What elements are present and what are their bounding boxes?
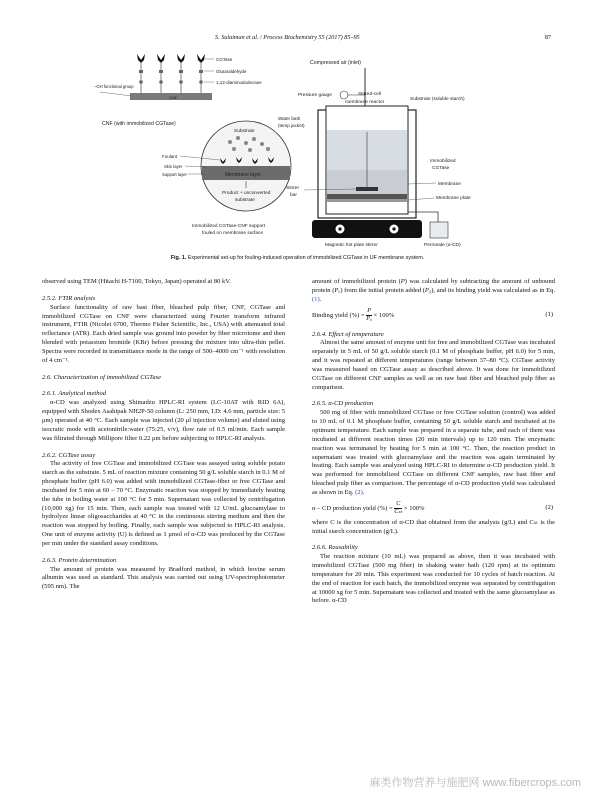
figure-caption: [0, 255, 595, 261]
paragraph-tem: observed using TEM (Hitachi H-7100, Tokyo, Japan) operated at 80 kV.: [42, 278, 231, 285]
equation-1: Binding yield (%) = $\frac{P}{\text{P₀}}$ × 100% (1): [312, 307, 553, 322]
journal-citation: S. Sulaiman et al. / Process Biochemistry 55 (2017) 85–95: [215, 34, 360, 41]
figure-1-diagram: [40, 50, 550, 250]
right-column: [312, 278, 555, 606]
eq1-link[interactable]: (1): [312, 295, 320, 303]
label-stirred-cell-1: Stirred-cell: [358, 92, 381, 97]
paragraph-ftir: Surface functionality of raw bast fiber, bleached pulp fiber, CNF, CGTase and immobilized CGTase on CNF were characterized using Fourier transform infrared instrument, FTIR (Nicolet 6700, Thermo Fisher Scientific, Inc., USA) with attenuated total reflectance (ATR). Each dried sample was ground into powder by fiber microtome and then blended with potassium bromide (KBr) before pressing the mixture into ultra-thin pellet. Spectra were recorded in transmittance mode in the range of 500–4000 cm⁻¹ with resolution of 4 cm⁻¹.: [42, 303, 285, 364]
heading-2-6-2: 2.6.2. CGTase assay: [42, 451, 96, 459]
paragraph-temperature: Almost the same amount of enzyme unit for free and immobilized CGTase was incubated separately in 5 mL of 50 g/L soluble starch (0.1 M of phosphate buffer, pH 6.0) for 5 min, and it was repeated at different temperatures (range between 37–80 °C). CGTase activity was measured based on CGTase assay as described above. It was done for immobilized CGTase on different CNF samples as well as on raw bast fiber and bleached pulp fiber as comparison.: [312, 339, 555, 391]
heading-2-6-5: 2.6.5. α-CD production: [312, 400, 374, 408]
label-stirred-cell-2: membrane reactor: [345, 100, 385, 105]
equation-2: α – CD production yield (%) = $\frac{C}{\text{Cₛₜ}}$ × 100% (2): [312, 500, 553, 515]
equation-2-number: (2): [545, 503, 553, 511]
label-skin-layer: Skin layer: [164, 164, 183, 169]
label-cnf-with: CNF (with immobilized CGTase): [102, 121, 176, 127]
label-pressure-gauge: Pressure gauge: [298, 93, 332, 98]
watermark: 麻类作物营养与施肥网 www.fibercrops.com: [369, 777, 581, 789]
paragraph-reusability: The reaction mixture (10 mL) was prepared as above, then it was incubated with immobilized CGTase (500 mg fiber) in shaking water bath (120 rpm) at its optimum temperature for 20 min. This experiment was conducted for 10 cycles of batch reaction. At the end of reaction for each batch, the immobilized enzyme was separated by centrifugation at 10000 xg for 5 min. Supernatant was collected and treated with the same glucoamylase as before. α-CD: [312, 553, 555, 605]
left-column: [42, 278, 285, 592]
label-compressed-air: Compressed air (inlet): [310, 60, 362, 66]
equation-1-number: (1): [545, 310, 553, 318]
label-foulant-support-1: Immobilized CGTase-CNF support: [192, 224, 266, 229]
caption-text: Experimental set-up for fouling-induced operation of immobilized CGTase in UF membrane system.: [187, 255, 425, 261]
heading-2-5-2: 2.5.2. FTIR analysis: [42, 294, 96, 302]
label-hot-plate: Magnetic hot plate stirrer: [325, 243, 378, 248]
label-water-bath-2: (temp jacket): [278, 123, 305, 128]
eq2-link[interactable]: (2): [355, 488, 363, 496]
label-glutaraldehyde: Glutaraldehyde: [216, 69, 247, 74]
label-stirrer-2: bar: [290, 193, 297, 198]
label-stirrer-1: Stirrer: [286, 186, 300, 191]
heading-2-6: 2.6. Characterization of immobilized CGTase: [42, 373, 162, 381]
cgtase-icons: [137, 54, 205, 63]
label-substrate: Substrate: [234, 129, 255, 134]
label-product-1: Product + unconverted: [222, 191, 271, 196]
label-substrate-soluble: Substrate (soluble starch): [410, 97, 465, 102]
pressure-gauge-icon: [340, 91, 348, 99]
label-support-layer: Support layer: [162, 172, 187, 177]
label-oh-group: –OH functional group: [94, 84, 134, 89]
paragraph-where: where C is the concentration of α-CD that obtained from the analysis (g/L) and Cₛₜ is the initial starch concentration (g/L).: [312, 518, 555, 535]
label-product-2: substrate: [235, 198, 255, 203]
paragraph-assay: The activity of free CGTase and immobilized CGTase was assayed using soluble potato starch as the substrate. 5 mL of reaction mixture containing 50 g/L soluble starch in 0.1 M of phosphate buffer (pH 6.0) was added with immobilized CGTase-fiber or free CGTase and incubated for 5 min at 60 – 70 °C. Enzymatic reaction was stopped by immediately heating the tube in boiling water at 100 °C for 5 min. Supernatant was collected by centrifugation (10,000 xg) for 15 min. Then, each sample was treated with 12 U/mL glucoamylase to hydrolyze linear oligosaccharides at 40 °C in the continuous stirring medium and then the reaction was stopped by boiling. Finally, each sample was subjected to HPLC-RI analysis. One unit of enzyme activity (U) is defined as 1 μmol of α-CD was produced by the CGTase per min under the standard assay conditions.: [42, 460, 285, 547]
label-membrane-plate: Membrane plate: [436, 196, 471, 201]
membrane-band: [327, 194, 407, 199]
label-permeate: Permeate (α-CD): [424, 243, 461, 248]
paragraph-acd-production: 500 mg of fiber with immobilized CGTase or free CGTase solution (control) was added to 10 mL of 0.1 M phosphate buffer, containing 50 g/L soluble starch and incubated at its optimum temperature. Each sample was prepared in a separate tube, and each of them was incubated at different reaction times (20 min intervals) up to 120 min. The enzymatic reaction was terminated by heating for 5 min at 100 °C. Then, the reaction product in supernatant was treated with glucoamylase and the reaction was again terminated by heating. Each sample was analyzed using HPLC-RI to determine α-CD production yield. It was performed for immobilized CGTase on different CNF samples, raw bast fiber and bleached pulp fiber as comparison. The percentage of α-CD production yield was calculated as shown in Eq. (2).: [312, 409, 555, 496]
caption-label: Fig. 1.: [170, 255, 187, 261]
label-immobilized-1: Immobilized: [430, 159, 456, 164]
heading-2-6-3: 2.6.3. Protein determination: [42, 556, 117, 564]
paragraph-protein: The amount of protein was measured by Bradford method, in which bovine serum albumin was used as standard. This analysis was carried out using UV-spectrophotometer (595 nm). The: [42, 565, 285, 591]
label-cnf: CNF: [169, 95, 178, 100]
label-immobilized-2: CGTase: [432, 166, 450, 171]
label-foulant: Foulant: [162, 154, 178, 159]
paragraph-analytical: α-CD was analyzed using Shimadzu HPLC-RI system (LC-10AT with RID 6A), equipped with Shodex Asahipak NH2P-50 column (L: 250 mm, I.D: 4.6 mm, particle size: 5 μm) operated at 40 °C. Each sample was injected (20 μl injection volume) and eluted using isocratic mode with acetonitrile:water (75:25, v/v), flow rate of 0.5 ml/min. Each sample was filtrated through Millipore filter 0.22 μm before subjecting to HPLC-RI analysis.: [42, 399, 285, 442]
heading-2-6-1: 2.6.1. Analytical method: [42, 390, 107, 398]
hot-plate-stirrer: [312, 220, 422, 238]
label-membrane: Membrane: [438, 182, 461, 187]
stirrer-bar-icon: [356, 187, 378, 191]
label-cgtase: CGTase: [216, 57, 233, 62]
label-foulant-support-2: fouled on membrane surface: [202, 231, 264, 236]
page-number: 87: [544, 34, 551, 41]
heading-2-6-6: 2.6.6. Reusability: [312, 544, 358, 552]
label-diamine: 1,12-diaminododecane: [216, 80, 262, 85]
running-header: [0, 34, 595, 46]
permeate-beaker: [430, 222, 448, 238]
label-membrane-layer: Membrane layer: [225, 172, 262, 178]
membrane-plate-band: [327, 199, 407, 202]
heading-2-6-4: 2.6.4. Effect of temperature: [312, 330, 384, 338]
paragraph-binding-intro: amount of immobilized protein (P) was calculated by subtracting the amount of unbound protein (Pᵤ) from the initial protein added (P₀), and its binding yield was calculated as in Eq. (1).: [312, 278, 555, 303]
label-water-bath-1: Water bath: [278, 116, 301, 121]
